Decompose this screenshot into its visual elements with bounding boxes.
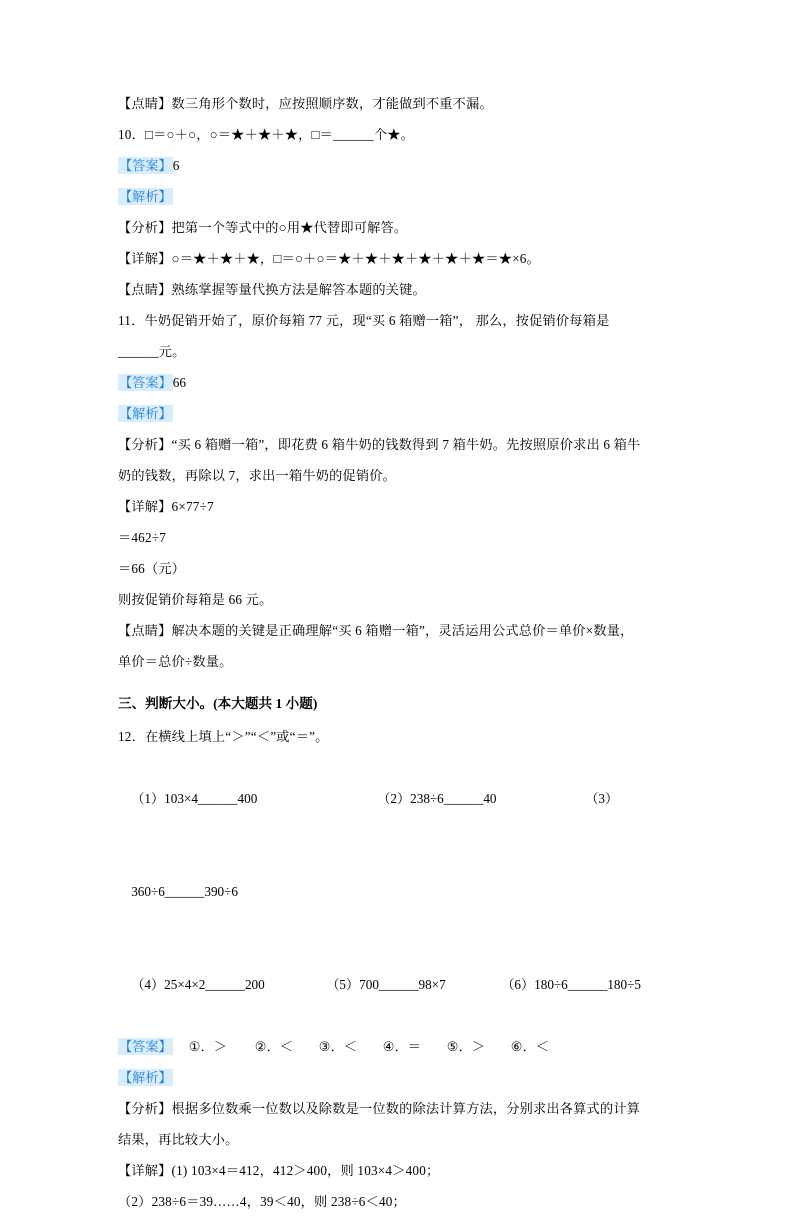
- note-10: 【点睛】熟练掌握等量代换方法是解答本题的关键。: [118, 282, 426, 297]
- answer-tag: 【答案】: [119, 158, 172, 173]
- analysis-11-line2: 奶的钱数，再除以 7，求出一箱牛奶的促销价。: [118, 468, 397, 483]
- solution-11-line1: 【详解】6×77÷7: [118, 499, 214, 514]
- q12-item-4: （4）25×4×2______200: [131, 977, 265, 992]
- q12-item-6: （6）180÷6______180÷5: [501, 977, 641, 992]
- answer-item-5: ⑤．＞: [446, 1039, 485, 1054]
- question-11-line2: ______元。: [118, 344, 186, 359]
- solution-11-line4: 则按促销价每箱是 66 元。: [118, 592, 273, 607]
- analysis-tag-10: [118, 181, 676, 212]
- analysis-tag: 【解析】: [119, 406, 172, 421]
- analysis-tag: 【解析】: [119, 1070, 172, 1085]
- answer-item-2: ②．＜: [254, 1039, 293, 1054]
- question-12-row-1: [118, 752, 676, 845]
- question-11-line1: 11．牛奶促销开始了，原价每箱 77 元，现“买 6 箱赠一箱”， 那么，按促销价每箱是: [118, 313, 610, 328]
- analysis-tag: 【解析】: [119, 189, 172, 204]
- note-11-line2: 单价＝总价÷数量。: [118, 654, 233, 669]
- answer-item-4: ④．＝: [382, 1039, 421, 1054]
- section-heading: 三、判断大小。(本大题共 1 小题): [118, 696, 318, 711]
- answer-10: [118, 150, 676, 181]
- answer-12: [118, 1031, 676, 1062]
- answer-11: [118, 367, 676, 398]
- answer-tag: 【答案】: [119, 1039, 172, 1054]
- question-10: 10．□＝○＋○，○＝★＋★＋★，□＝______个★。: [118, 127, 414, 142]
- answer-value: 66: [172, 375, 186, 390]
- answer-item-6: ⑥．＜: [510, 1039, 549, 1054]
- analysis-12-line2: 结果，再比较大小。: [118, 1132, 239, 1147]
- analysis-tag-11: [118, 398, 676, 429]
- q12-item-3: 360÷6______390÷6: [131, 884, 238, 899]
- question-12-row-3: [118, 938, 676, 1031]
- question-12-stem: 12．在横线上填上“＞”“＜”或“＝”。: [118, 729, 329, 744]
- analysis-12-line1: 【分析】根据多位数乘一位数以及除数是一位数的除法计算方法，分别求出各算式的计算: [118, 1101, 641, 1116]
- q12-item-1: （1）103×4______400: [131, 791, 258, 806]
- solution-11-line2: ＝462÷7: [118, 530, 167, 545]
- answer-tag: 【答案】: [119, 375, 172, 390]
- solution-12-line2: （2）238÷6＝39……4，39＜40，则 238÷6＜40；: [118, 1194, 406, 1209]
- solution-12-line1: 【详解】(1) 103×4＝412，412＞400，则 103×4＞400；: [118, 1163, 440, 1178]
- answer-value: 6: [172, 158, 180, 173]
- analysis-11-line1: 【分析】“买 6 箱赠一箱”，即花费 6 箱牛奶的钱数得到 7 箱牛奶。先按照原价求出 6 箱牛: [118, 437, 641, 452]
- q12-item-2: （2）238÷6______40: [377, 791, 497, 806]
- analysis-tag-12: [118, 1062, 676, 1093]
- solution-11-line3: ＝66（元）: [118, 561, 186, 576]
- q12-item-3-label: （3）: [585, 791, 619, 806]
- note-11-line1: 【点睛】解决本题的关键是正确理解“买 6 箱赠一箱”，灵活运用公式总价＝单价×数量，: [118, 623, 634, 638]
- q12-item-5: （5）700______98×7: [326, 977, 446, 992]
- answer-item-3: ③．＜: [318, 1039, 357, 1054]
- solution-10: 【详解】○＝★＋★＋★，□＝○＋○＝★＋★＋★＋★＋★＋★＝★×6。: [118, 251, 540, 266]
- question-12-row-2: [118, 845, 676, 938]
- note-line: 【点睛】数三角形个数时，应按照顺序数，才能做到不重不漏。: [118, 96, 493, 111]
- answer-item-1: ①．＞: [188, 1039, 227, 1054]
- analysis-10: 【分析】把第一个等式中的○用★代替即可解答。: [118, 220, 408, 235]
